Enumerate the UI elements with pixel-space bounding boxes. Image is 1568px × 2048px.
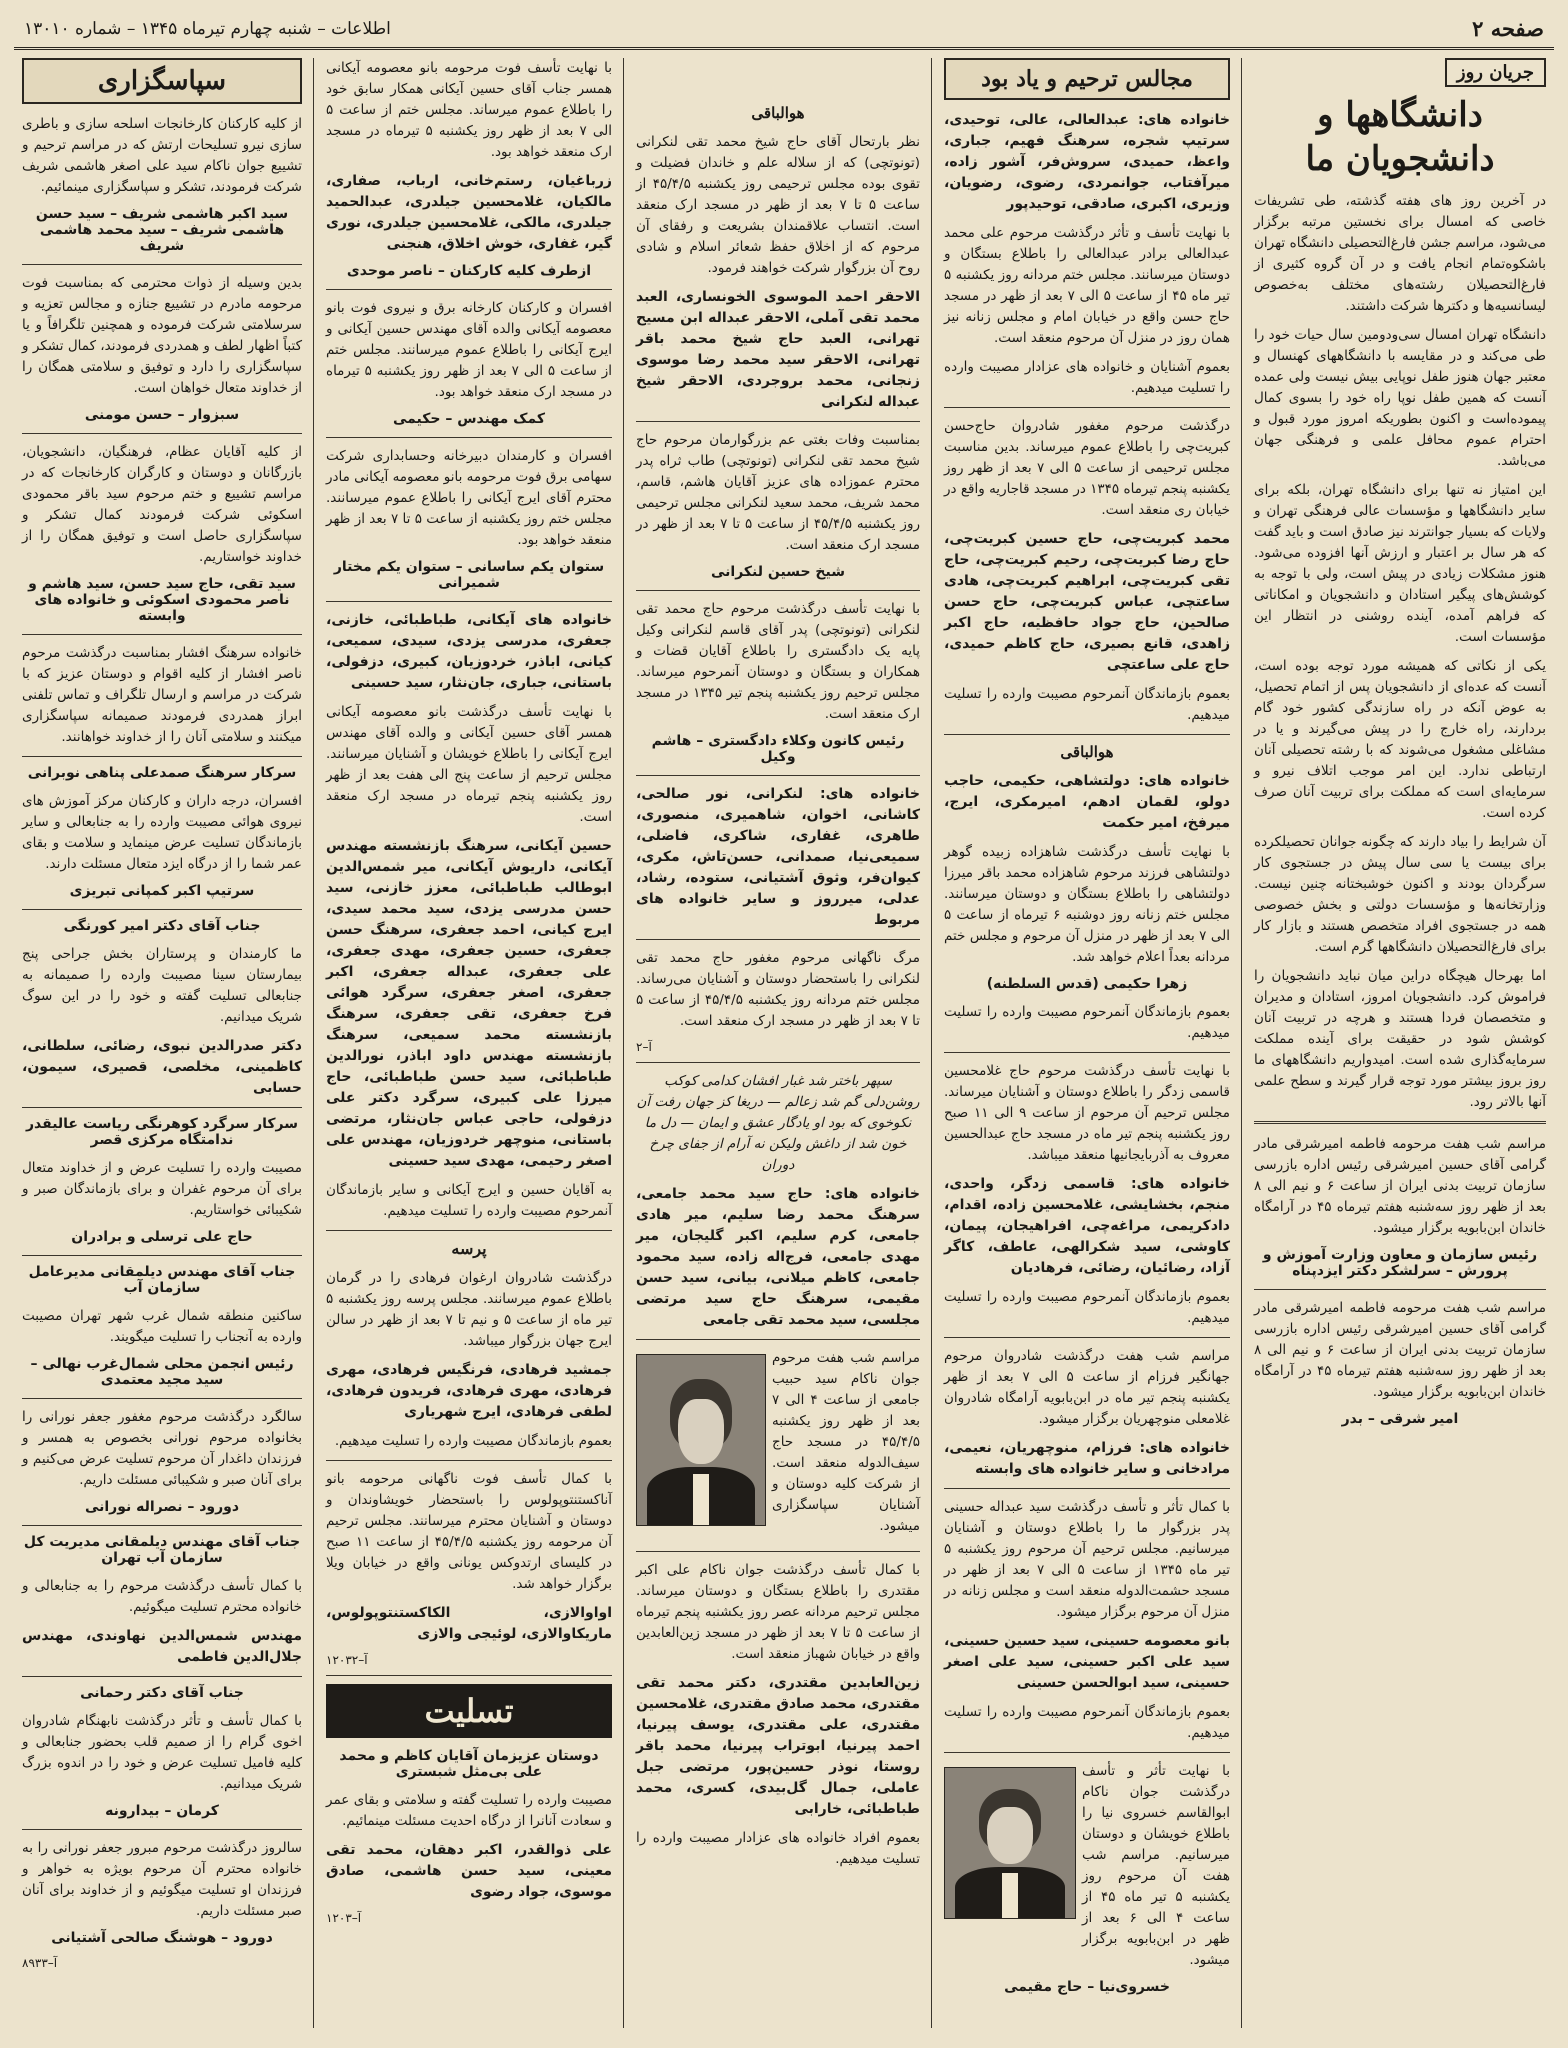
- divider: [944, 734, 1230, 735]
- notice-text: با نهایت تأسف درگذشت شاهزاده زبیده گوهر دولتشاهی فرزند مرحوم شاهزاده محمد باقر میرزا دولتشاهی را باطلاع بستگان و دوستان میرسانند. مجلس ختم زنانه روز دوشنبه ۶ تیرماه از ساعت ۵ الی ۷ بعد از ظهر در منزل آن مرحوم و مجلس ختم مردانه بعداً اعلام خواهد شد.: [944, 844, 1230, 965]
- notice-heading: سرکار سرگرد کوهرنگی ریاست عالیقدر ندامتگاه مرکزی قصر: [25, 1116, 298, 1148]
- newspaper-page: [14, 10, 1554, 2038]
- notice-signature: سرتیپ اکبر کمپانی تبریزی: [69, 883, 255, 899]
- divider: [636, 1339, 920, 1340]
- notice-text: افسران و کارمندان دبیرخانه وحسابداری شرکت سهامی برق فوت مرحومه بانو معصومه آیکانی مادر محترم آقای ایرج آیکانی را باطلاع عموم میرسانند. مجلس ختم روز یکشنبه از ساعت ۵ تا ۷ بعد از ظهر منعقد خواهد بود.: [326, 448, 613, 548]
- notice-text: نظر بارتحال آقای حاج شیخ محمد تقی لنکرانی (تونوتچی) که از سلاله علم و خاندان فضیلت و تقوی بوده مجلس ترحیمی روز یکشنبه ۴۵/۴/۵ از ساعت ۵ تا ۷ بعد از ظهر در مسجد ارک منعقد است. انتساب علاقمندان بشریعت و رفقای آن مرحوم که از اخلاق حفظ شعائر اسلام و شادی روح آن بزرگوار شرکت خواهند فرمود.: [636, 134, 921, 276]
- family-names: جمشید فرهادی، فرنگیس فرهادی، مهری فرهادی، مهری فرهادی، فریدون فرهادی، لطفی فرهادی، ایرج شهریاری: [326, 1362, 612, 1420]
- ad-code: آ–۱۲۰۳۲: [326, 1653, 368, 1667]
- notice-text: با کمال تأسف درگذشت جوان ناکام علی اکبر مقتدری را باطلاع بستگان و دوستان میرساند. مجلس ترحیم مردانه عصر روز یکشنبه پنجم تیرماه از ساعت ۵ تا ۷ بعد از ظهر در مسجد زین‌العابدین واقع در خیابان شهباز منعقد است.: [636, 1562, 921, 1662]
- notice-text: مصیبت وارده را تسلیت عرض و از خداوند متعال برای آن مرحوم غفران و برای بازماندگان صبر و شکیبائی خواستاریم.: [22, 1160, 302, 1218]
- divider: [326, 289, 612, 290]
- editorial-paragraph: در آخرین روز های هفته گذشته، طی تشریفات خاصی که امسال برای نخستین مرتبه برگزار می‌شود، مراسم جشن فارغ‌التحصیلی دانشگاه تهران باشکوه‌تمام انجام یافت و در آن گروه کثیری از فارغ‌التحصیلان رشته‌های مختلف به‌خصوص لیسانسیه‌ها و دکترها شرکت داشتند.: [1254, 193, 1546, 314]
- divider: [944, 1052, 1230, 1053]
- notice-text: مراسم شب هفت درگذشت شادروان مرحوم جهانگیر فرزام از ساعت ۵ الی ۷ بعد از ظهر یکشنبه پنجم تیر ماه در ابن‌بابویه آرامگاه شادروان غلامعلی منوچهریان برگزار میشود.: [944, 1348, 1230, 1427]
- notice-heading: هوالباقی: [1060, 743, 1114, 761]
- family-names: زین‌العابدین مقتدری، دکتر محمد تقی مقتدری، محمد صادق مقتدری، غلامحسین مقتدری، علی مقتدری، یوسف پیرنیا، احمد پیرنیا، ابوتراب پیرنیا، محمد باقر روستا، نوذر حسین‌پور، مرتضی جبل عاملی، جمال گل‌بیدی، کسری، محمد طباطبائی، خارابی: [636, 1675, 920, 1817]
- notice-heading: سرکار سرهنگ صمدعلی پناهی نوبرانی: [27, 765, 297, 781]
- issue-info: اطلاعات – شنبه چهارم تیرماه ۱۳۴۵ – شماره ۱۳۰۱۰: [24, 18, 391, 39]
- column-rule: [623, 58, 624, 2028]
- family-names: خانواده های: فرزام، منوچهریان، نعیمی، مرادخانی و سایر خانواده های وابسته: [944, 1440, 1230, 1477]
- ad-code: آ–۲: [636, 1040, 652, 1054]
- notice-text: با نهایت تأثر و تأسف درگذشت جوان ناکام ابوالقاسم خسروی نیا را باطلاع خویشان و دوستان میرسانیم. مراسم شب هفت آن مرحوم روز یکشنبه ۵ تیر ماه ۴۵ از ساعت ۴ الی ۶ بعد از ظهر در ابن‌بابویه برگزار میشود.: [1082, 1763, 1231, 1968]
- divider: [636, 775, 920, 776]
- divider: [944, 1752, 1230, 1753]
- notice-signature: زهرا حکیمی (قدس السلطنه): [986, 976, 1188, 992]
- notice-text: ما کارمندان و پرستاران بخش جراحی پنج بیمارستان سینا مصیبت وارده را صمیمانه به جنابعالی تسلیت گفته و خود را در این سوگ شریک میدانیم.: [22, 946, 302, 1025]
- page-header: [14, 10, 1554, 50]
- notice-text: سالگرد درگذشت مرحوم مغفور جعفر نورانی را بخانواده مرحوم نورانی بخصوص به همسر و فرزندان داغدار آن مرحوم تسلیت عرض می‌کنیم و برای آنان صبر و شکیبائی مسئلت داریم.: [22, 1409, 302, 1488]
- notice-signature: رئیس سازمان و معاون وزارت آموزش و پرورش – سرلشکر دکتر ایزدپناه: [1262, 1247, 1538, 1279]
- ad-code: آ–۸۹۳۳: [22, 1956, 58, 1970]
- notice-heading: جناب آقای مهندس دیلمقانی مدیریت کل سازمان آب تهران: [23, 1534, 301, 1566]
- notice-text: مراسم شب هفت مرحومه فاطمه امیرشرقی مادر گرامی آقای حسین امیرشرقی رئیس اداره بازرسی سازمان تربیت بدنی ایران از ساعت ۶ و نیم الی ۸ بعد از ظهر روز سه‌شنبه هفتم تیرماه ۴۵ در آرامگاه خاندان ابن‌بابویه برگزار میشود.: [1254, 1300, 1546, 1400]
- family-names: خانواده های آیکانی، طباطبائی، خازنی، جعفری، مدرسی یزدی، سیدی، سمیعی، کیانی، اباذر، خردوزیان، کبیری، دزفولی، باستانی، جباری، جان‌نثار، سید حسینی: [326, 612, 612, 691]
- thanks-column: [14, 58, 310, 2028]
- memorial-column-2: [628, 58, 928, 2028]
- family-names: خانواده های: عبدالعالی، عالی، توحیدی، سرتیپ شجره، سرهنگ فهیم، جباری، واعظ، حمیدی، سروش‌فر، آشور زاده، میرآفتاب، جوانمردی، رضوی، رضویان، وزیری، اکبری، صادقی، توحیدپور: [944, 112, 1230, 212]
- divider: [326, 601, 612, 602]
- notice-text: از کلیه کارکنان کارخانجات اسلحه سازی و باطری سازی نیرو تسلیحات ارتش که در مراسم ترحیم و تشییع جوان ناکام سید علی اصغر هاشمی شریف شرکت فرمودند، تشکر و سپاسگزاری مینمائیم.: [22, 116, 302, 195]
- divider: [22, 756, 302, 757]
- divider: [326, 437, 612, 438]
- notice-heading: جناب آقای دکتر رحمانی: [80, 1685, 244, 1701]
- column-rule: [931, 58, 932, 2028]
- divider: [944, 1488, 1230, 1489]
- notice-text: بعموم بازماندگان آنمرحوم مصیبت وارده را تسلیت میدهیم.: [944, 1704, 1230, 1741]
- notice-heading: جناب آقای دکتر امیر کورنگی: [63, 918, 261, 934]
- column-rule: [1241, 58, 1242, 2028]
- column-rule: [313, 58, 314, 2028]
- family-names: حسین آیکانی، سرهنگ بازنشسته مهندس آیکانی، داریوش آیکانی، میر شمس‌الدین ابوطالب طباطبائی، معزز خازنی، سید حسن مدرسی یزدی، سید محمد سیدی، ایرج کیانی، احمد جعفری، سرهنگ حسن جعفری، حسین جعفری، مهدی جعفری، علی جعفری، عبداله جعفری، اکبر جعفری، اصغر جعفری، سرگرد هوائی فرخ جعفری، تقی جعفری، سرهنگ بازنشسته محمد سمیعی، سرهنگ بازنشسته مهندس داود اباذر، نورالدین طباطبائی، سید حسن طباطبائی، حاج میرزا علی کبیری، سرگرد دکتر علی دزفولی، حاجی عباس جان‌نثار، مرتضی باستانی، منوچهر خردوزیان، مهندس علی اصغر رحیمی، مهدی سید حسینی: [326, 838, 612, 1169]
- memorial-column-1: [936, 58, 1238, 2028]
- notice-text: افسران و کارکنان کارخانه برق و نیروی فوت بانو معصومه آیکانی والده آقای مهندس حسین آیکانی و ایرج آیکانی را باطلاع عموم میرسانند. مجلس ختم از ساعت ۵ الی ۷ بعد از ظهر روز یکشنبه ۵ تیرماه در مسجد ارک منعقد خواهد بود.: [326, 300, 613, 400]
- divider: [22, 1829, 302, 1830]
- notice-signature: امیر شرقی – بدر: [1341, 1411, 1459, 1427]
- divider: [1254, 1121, 1546, 1124]
- notice-signature: رئیس انجمن محلی شمال‌غرب نهالی – سید مجید معتمدی: [30, 1356, 294, 1388]
- notice-signature: دورود – نصراله نورانی: [84, 1499, 240, 1515]
- notice-signature: خسروی‌نیا – حاج مقیمی: [1004, 1979, 1170, 1995]
- notice-signature: شیخ حسین لنکرانی: [710, 564, 845, 580]
- divider: [22, 1255, 302, 1256]
- notice-signature: سید اکبر هاشمی شریف – سید حسن هاشمی شریف – سید محمد هاشمی شریف: [35, 206, 289, 254]
- divider: [22, 1107, 302, 1108]
- divider: [636, 421, 920, 422]
- family-names: اواوالازی، الکاکستنتوپولوس، ماریکاوالازی، لوئیجی والازی: [326, 1605, 612, 1642]
- family-names: دکتر صدرالدین نبوی، رضائی، سلطانی، کاظمینی، مخلصی، قصیری، سیمون، حسابی: [22, 1038, 302, 1096]
- family-names: زرباغیان، رستم‌خانی، ارباب، صفاری، مالکیان، غلامحسین جیلدری، عبدالحمید جیلدری، مالکی، غلامحسین جیلدری، نوری گیر، غفاری، خوش اخلاق، هنجنی: [326, 173, 612, 252]
- divider: [636, 1062, 920, 1063]
- notice-text: سالروز درگذشت مرحوم مبرور جعفر نورانی را به خانواده محترم آن مرحوم بویژه به خواهر و فرزندان او تسلیت میگوئیم و از خداوند برای آنان صبر مسئلت داریم.: [22, 1840, 302, 1919]
- divider: [22, 1676, 302, 1677]
- divider: [326, 1675, 612, 1676]
- editorial-title: دانشگاهها و دانشجویان ما: [1305, 95, 1495, 179]
- family-names: مهندس شمس‌الدین نهاوندی، مهندس جلال‌الدین فاطمی: [22, 1628, 302, 1665]
- divider: [636, 590, 920, 591]
- notice-text: با نهایت تأسف فوت مرحومه بانو معصومه آیکانی همسر جناب آقای حسین آیکانی همکار سابق خود را باطلاع عموم میرساند. مجلس ختم از ساعت ۵ الی ۷ بعد از ظهر روز یکشنبه ۵ تیرماه در مسجد ارک منعقد خواهد بود.: [326, 60, 612, 160]
- editorial-paragraph: آن شرایط را بیاد دارند که چگونه جوانان تحصیلکرده برای بیست یا سی سال پیش در جستجوی کار سرگردان بودند و اکنون خوشبختانه چنین نیست. وزارتخانه‌ها و مؤسسات دولتی و بخش خصوصی همه در جستجوی افراد متخصص هستند و بازار کار برای فارغ‌التحصیلان دانشگاهها گرم است.: [1254, 834, 1546, 955]
- notice-signature: کرمان – بیدارونه: [105, 1803, 219, 1819]
- notice-signature: ازطرف کلیه کارکنان – ناصر موحدی: [346, 263, 592, 279]
- notice-heading: جناب آقای مهندس دیلمقانی مدیرعامل سازمان آب: [28, 1264, 296, 1296]
- notice-text: با نهایت تأسف درگذشت بانو معصومه آیکانی همسر آقای حسین آیکانی و والده آقای مهندس ایرج آیکانی را باطلاع خویشان و آشنایان میرسانند. مجلس ترحیم از ساعت پنج الی هفت بعد از ظهر روز یکشنبه پنجم تیرماه در مسجد ارک منعقد است.: [326, 704, 612, 825]
- notice-text: بعموم بازماندگان آنمرحوم مصیبت وارده را تسلیت میدهیم.: [944, 686, 1230, 723]
- family-names: خانواده های: قاسمی زدگر، واحدی، منجم، بخشایشی، غلامحسین زاده، اقدام، دادکریمی، مراغه‌چی، افراهیجان، پیمان، کاوشی، سید شکرالهی، عاطف، کاگر آزاد، رضائیان، رضائی، فرهادیان: [944, 1176, 1230, 1276]
- notice-text: با کمال تأسف و تأثر درگذشت نابهنگام شادروان اخوی گرام را از صمیم قلب بحضور جنابعالی و کلیه فامیل تسلیت عرض و خود را در اندوه بزرگ شریک میدانیم.: [22, 1713, 302, 1792]
- family-names: الاحقر احمد الموسوی الخونساری، العبد محمد تقی آملی، الاحقر عبداله ابن مسیح تهرانی، العبد حاج شیخ محمد باقر تهرانی، الاحقر سید محمد رضا موسوی زنجانی، محمد بروجردی، الاحقر شیخ عبداله لنکرانی: [636, 289, 920, 410]
- notice-text: درگذشت شادروان ارغوان فرهادی را در گرمان باطلاع عموم میرسانند. مجلس پرسه روز یکشنبه ۵ تیر ماه از ساعت ۵ و نیم تا ۷ بعد از ظهر در سالن ایرج جهان بزرگوار میباشد.: [326, 1270, 612, 1349]
- notice-text: با کمال تأسف درگذشت مرحوم را به جنابعالی و خانواده محترم تسلیت میگوئیم.: [22, 1578, 302, 1615]
- notice-text: مراسم شب هفت مرحومه فاطمه امیرشرقی مادر گرامی آقای حسین امیرشرقی رئیس اداره بازرسی سازمان تربیت بدنی ایران از ساعت ۶ و نیم الی ۸ بعد از ظهر روز سه‌شنبه هفتم تیرماه ۴۵ در آرامگاه خاندان ابن‌بابویه برگزار میشود.: [1254, 1136, 1546, 1236]
- family-names: خانواده های: لنکرانی، نور صالحی، کاشانی، اخوان، شاهمیری، منصوری، طاهری، غفاری، شاکری، فاضلی، سمیعی‌نیا، صمدانی، حسن‌تاش، مکری، کیوان‌فر، وثوق آشتیانی، ستوده، رشاد، عدلی، میرروز و سایر خانواده های مربوط: [636, 786, 920, 928]
- notice-text: بعموم بازماندگان مصیبت وارده را تسلیت میدهیم.: [334, 1433, 612, 1449]
- notice-text: با کمال تأثر و تأسف درگذشت سید عبداله حسینی پدر بزرگوار ما را باطلاع دوستان و آشنایان میرسانیم. مجلس ترحیم آن مرحوم روز یکشنبه ۵ تیر ماه ۱۳۴۵ از ساعت ۵ الی ۷ بعد از ظهر در مسجد حشمت‌الدوله منعقد است و مجلس زنانه در منزل آن مرحوم برگزار میشود.: [944, 1499, 1230, 1620]
- notice-text: مصیبت وارده را تسلیت گفته و سلامتی و بقای عمر و سعادت آنانرا از درگاه احدیت مسئلت مینمائیم.: [326, 1792, 612, 1829]
- notice-text: خانواده سرهنگ افشار بمناسبت درگذشت مرحوم ناصر افشار از کلیه اقوام و دوستان عزیز که با شرکت در مراسم و ارسال تلگراف و تماس تلفنی ابراز همدردی فرمودند صمیمانه سپاسگزاری میکنند و سلامتی آنان را از خداوند خواهانند.: [22, 645, 302, 745]
- notice-signature: دورود – هوشنگ صالحی آشتیانی: [51, 1930, 273, 1946]
- editorial-paragraph: یکی از نکاتی که همیشه مورد توجه بوده است، آنست که عده‌ای از دانشجویان پس از اتمام تحصیل، به عوض آنکه در راه سازندگی کشور خود گام بردارند، راه خارج را در پیش می‌گیرند و یا در مشاغلی مشغول می‌شوند که با رشته تحصیلی آنان ارتباطی ندارد. این امر موجب اتلاف نیرو و سرمایه‌ای است که مملکت برای تربیت آنان صرف کرده است.: [1254, 658, 1546, 821]
- notice-text: به آقایان حسین و ایرج آیکانی و سایر بازماندگان آنمرحوم مصیبت وارده را تسلیت میدهیم.: [326, 1182, 612, 1219]
- divider: [22, 909, 302, 910]
- divider: [944, 407, 1230, 408]
- portrait-photo: [944, 1767, 1076, 1919]
- notice-signature: حاج علی ترسلی و برادران: [71, 1229, 253, 1245]
- condolence-title: تسلیت: [326, 1684, 612, 1738]
- divider: [636, 939, 920, 940]
- divider: [636, 1551, 920, 1552]
- notice-signature: رئیس کانون وکلاء دادگستری – هاشم وکیل: [651, 733, 905, 765]
- divider: [326, 1460, 612, 1461]
- editorial-column: [1246, 58, 1554, 2028]
- condolence-subtitle: دوستان عزیزمان آقایان کاظم و محمد علی بی‌مثل شبستری: [339, 1748, 599, 1780]
- notice-text: با نهایت تأسف درگذشت مرحوم حاج محمد تقی لنکرانی (تونوتچی) پدر آقای قاسم لنکرانی وکیل پایه یک دادگستری را باطلاع آقایان قضات و همکاران و بستگان و دوستان آنمرحوم میرساند. مجلس ترحیم روز یکشنبه پنجم تیر ۱۳۴۵ در مسجد ارک منعقد است.: [636, 601, 920, 722]
- notice-text: از کلیه آقایان عظام، فرهنگیان، دانشجویان، بازرگانان و دوستان و کارگران کارخانجات که در مراسم تشییع و ختم مرحوم سید باقر محمودی اسکوئی شرکت فرمودند کمال تشکر و سپاسگزاری حاصل است و توفیق همگان را از خداوند خواستاریم.: [22, 444, 302, 565]
- page-label: صفحه ۲: [1472, 16, 1544, 41]
- section-title: سپاسگزاری: [22, 58, 302, 104]
- divider: [1254, 1289, 1546, 1290]
- notice-heading: پرسه: [451, 1239, 487, 1258]
- notice-signature: سبزوار – حسن مومنی: [84, 407, 240, 423]
- notice-text: بدین وسیله از ذوات محترمی که بمناسبت فوت مرحومه مادرم در تشییع جنازه و مجالس تعزیه و سرسلامتی شرکت فرموده و همچنین تلگرافاً و یا کتباً اظهار لطف و همدردی فرمودند، کمال تشکر و سپاسگزاری را دارد و توفیق و سلامتی همگان را از خداوند متعال خواهان است.: [22, 275, 302, 396]
- notice-text: بعموم بازماندگان آنمرحوم مصیبت وارده را تسلیت میدهیم.: [944, 1004, 1230, 1041]
- family-names: خانواده های: حاج سید محمد جامعی، سرهنگ محمد رضا سلیم، میر هادی جامعی، کرم سلیم، اکبر گلیجان، میر مهدی جامعی، فرج‌اله زاده، سید محمود جامعی، کاظم میلانی، بیانی، سید حسن مقیمی، سرهنگ حاج سید مرتضی مجلسی، سید محمد تقی جامعی: [636, 1186, 920, 1328]
- divider: [326, 1230, 612, 1231]
- notice-signature: سید تقی، حاج سید حسن، سید هاشم و ناصر محمودی اسکوئی و خانواده های وابسته: [28, 576, 296, 624]
- notice-heading: هوالباقی: [751, 104, 805, 122]
- editorial-paragraph: اما بهرحال هیچگاه دراین میان نباید دانشجویان را فراموش کرد. دانشجویان امروز، استادان و مدیران و متخصصان فردا هستند و هرچه در تربیت آنان کوشش شود در حقیقت برای آینده مملکت سرمایه‌گذاری شده است. امیدواریم دانشگاههای ما روز بروز بیشتر مورد توجه قرار گیرند و سطح علمی آنها بالاتر رود.: [1254, 968, 1546, 1110]
- column-kicker: جریان روز: [1445, 58, 1546, 87]
- memorial-column-3: [318, 58, 620, 2028]
- notice-text: ساکنین منطقه شمال غرب شهر تهران مصیبت وارده به آنجناب را تسلیت میگویند.: [22, 1308, 302, 1345]
- notice-text: با نهایت تأسف و تأثر درگذشت مرحوم علی محمد عبدالعالی برادر عبدالعالی را باطلاع بستگان و دوستان میرسانند. مجلس ختم مردانه روز یکشنبه ۵ تیر ماه ۴۵ از ساعت ۵ الی ۷ بعد از ظهر در مسجد حاج حسن واقع در خیابان امام و مجلس زنانه نیز همان روز در منزل آن مرحوم منعقد است.: [944, 225, 1230, 346]
- ad-code: آ–۱۲۰۳: [326, 1911, 362, 1925]
- section-title: مجالس ترحیم و یاد بود: [944, 58, 1230, 100]
- family-names: محمد کبریت‌چی، حاج حسین کبریت‌چی، حاج رضا کبریت‌چی، رحیم کبریت‌چی، حاج تقی کبریت‌چی، ابراهیم کبریت‌چی، هادی ساعتچی، عباس کبریت‌چی، حاج حسن صالحین، حاج جواد حافظیه، حاج اکبر زاهدی، قانع بصیری، حاج کاظم حمیدی، حاج علی ساعتچی: [944, 531, 1230, 673]
- notice-text: درگذشت مرحوم مغفور شادروان حاج‌حسن کبریت‌چی را باطلاع عموم میرساند. بدین مناسبت مجلس ترحیمی از ساعت ۵ الی ۷ بعد از ظهر روز یکشنبه پنجم تیرماه ۱۳۴۵ در مسجد قاجاریه واقع در خیابان ری منعقد است.: [944, 418, 1231, 518]
- editorial-paragraph: این امتیاز نه تنها برای دانشگاه تهران، بلکه برای سایر دانشگاهها و مؤسسات عالی فرهنگی تهران و ولایات که بسیار جوانترند نیز صادق است و باید گفت که هر سال بر اعتبار و ارزش آنها افزوده می‌شود. هنوز مشکلات زیادی در پیش است، ولی با توجه به کوشش‌های پیگیر استادان و دانشجویان و امکاناتی که فراهم آمده، آینده روشنی در انتظار این مؤسسات است.: [1254, 482, 1546, 645]
- family-names: علی ذوالقدر، اکبر دهقان، محمد تقی معینی، سید حسن هاشمی، صادق موسوی، جواد رضوی: [326, 1842, 612, 1900]
- notice-text: افسران، درجه داران و کارکنان مرکز آموزش های نیروی هوائی مصیبت وارده را به جنابعالی و سایر بازماندگان تسلیت عرض مینماید و سلامت و بقای عمر شما را از درگاه ایزد متعال مسئلت دارند.: [22, 793, 302, 872]
- notice-signature: ستوان یکم ساسانی – ستوان یکم مختار شمیرانی: [333, 559, 605, 591]
- notice-signature: کمک مهندس – حکیمی: [392, 411, 545, 427]
- editorial-paragraph: دانشگاه تهران امسال سی‌ودومین سال حیات خود را طی می‌کند و در مقایسه با دانشگاههای کهنسال و معتبر جهان هنوز طفل نوپایی بیش نیست ولی عمده آنست که همین طفل نوپا راه خود را بسوی کمال پیموده‌است و اکنون بطوریکه امروز مورد قبول و احترام عموم محافل علمی و فرهنگی جهان می‌باشد.: [1254, 327, 1546, 469]
- divider: [22, 264, 302, 265]
- notice-text: بمناسبت وفات بغتی عم بزرگوارمان مرحوم حاج شیخ محمد تقی لنکرانی (تونوتچی) طاب ثراه پدر محترم عموزاده های عزیز آقایان هاشم، قاسم، محمد شریف، محمد سعید لنکرانی مجلس ترحیمی روز یکشنبه ۴۵/۴/۵ از ساعت ۵ تا ۷ بعد از ظهر در مسجد ارک منعقد است.: [636, 432, 920, 553]
- family-names: بانو معصومه حسینی، سید حسین حسینی، سید علی اکبر حسینی، سید علی اصغر حسینی، سید ابوالحسن حسینی: [944, 1633, 1230, 1691]
- poem-text: سپهر باختر شد غبار افشان کدامی کوکب روشن‌دلی گم شد زعالم — دریغا کز جهان رفت آن نکوخوی که بود او یادگار عشق و ایمان — دل ما خون شد از داغش ولیکن نه آرام از جفای چرخ دوران: [636, 1073, 920, 1173]
- notice-text: با نهایت تأسف درگذشت مرحوم حاج غلامحسین قاسمی زدگر را باطلاع دوستان و آشنایان میرساند. مجلس ترحیم آن مرحوم از ساعت ۹ الی ۱۱ صبح روز یکشنبه پنجم تیر ماه در مسجد حاج عبدالحسین معروف به آذربایجانیها منعقد میباشد.: [944, 1063, 1230, 1163]
- family-names: خانواده های: دولتشاهی، حکیمی، حاجب دولو، لقمان ادهم، امیرمکری، ایرج، میرفخ، امیر حکمت: [944, 773, 1230, 831]
- notice-text: مراسم شب هفت مرحوم جوان ناکام سید حبیب جامعی از ساعت ۴ الی ۷ بعد از ظهر روز یکشنبه ۴۵/۴/۵ در مسجد حاج سیف‌الدوله منعقد است. از شرکت کلیه دوستان و آشنایان سپاسگزاری میشود.: [772, 1350, 920, 1534]
- notice-text: بعموم بازماندگان آنمرحوم مصیبت وارده را تسلیت میدهیم.: [944, 1289, 1230, 1326]
- notice-text: با کمال تأسف فوت ناگهانی مرحومه بانو آناکستنتوپولوس را باستحضار خویشاوندان و دوستان و آشنایان محترم میرسانند. مجلس ترحیم آن مرحومه روز یکشنبه ۴۵/۴/۵ از ساعت ۱۱ صبح در کلیسای ارتدوکس یونانی واقع در خیابان ویلا برگزار خواهد شد.: [326, 1471, 612, 1592]
- divider: [944, 1337, 1230, 1338]
- notice-text: مرگ ناگهانی مرحوم مغفور حاج محمد تقی لنکرانی را باستحضار دوستان و آشنایان می‌رساند. مجلس ختم مردانه روز یکشنبه ۴۵/۴/۵ از ساعت ۵ تا ۷ بعد از ظهر در مسجد ارک منعقد است.: [636, 950, 920, 1029]
- portrait-photo: [636, 1354, 766, 1526]
- divider: [22, 433, 302, 434]
- notice-text: بعموم آشنایان و خانواده های عزادار مصیبت وارده را تسلیت میدهیم.: [944, 359, 1230, 396]
- divider: [22, 1398, 302, 1399]
- notice-text: بعموم افراد خانواده های عزادار مصیبت وارده را تسلیت میدهیم.: [636, 1830, 920, 1867]
- divider: [22, 634, 302, 635]
- divider: [22, 1525, 302, 1526]
